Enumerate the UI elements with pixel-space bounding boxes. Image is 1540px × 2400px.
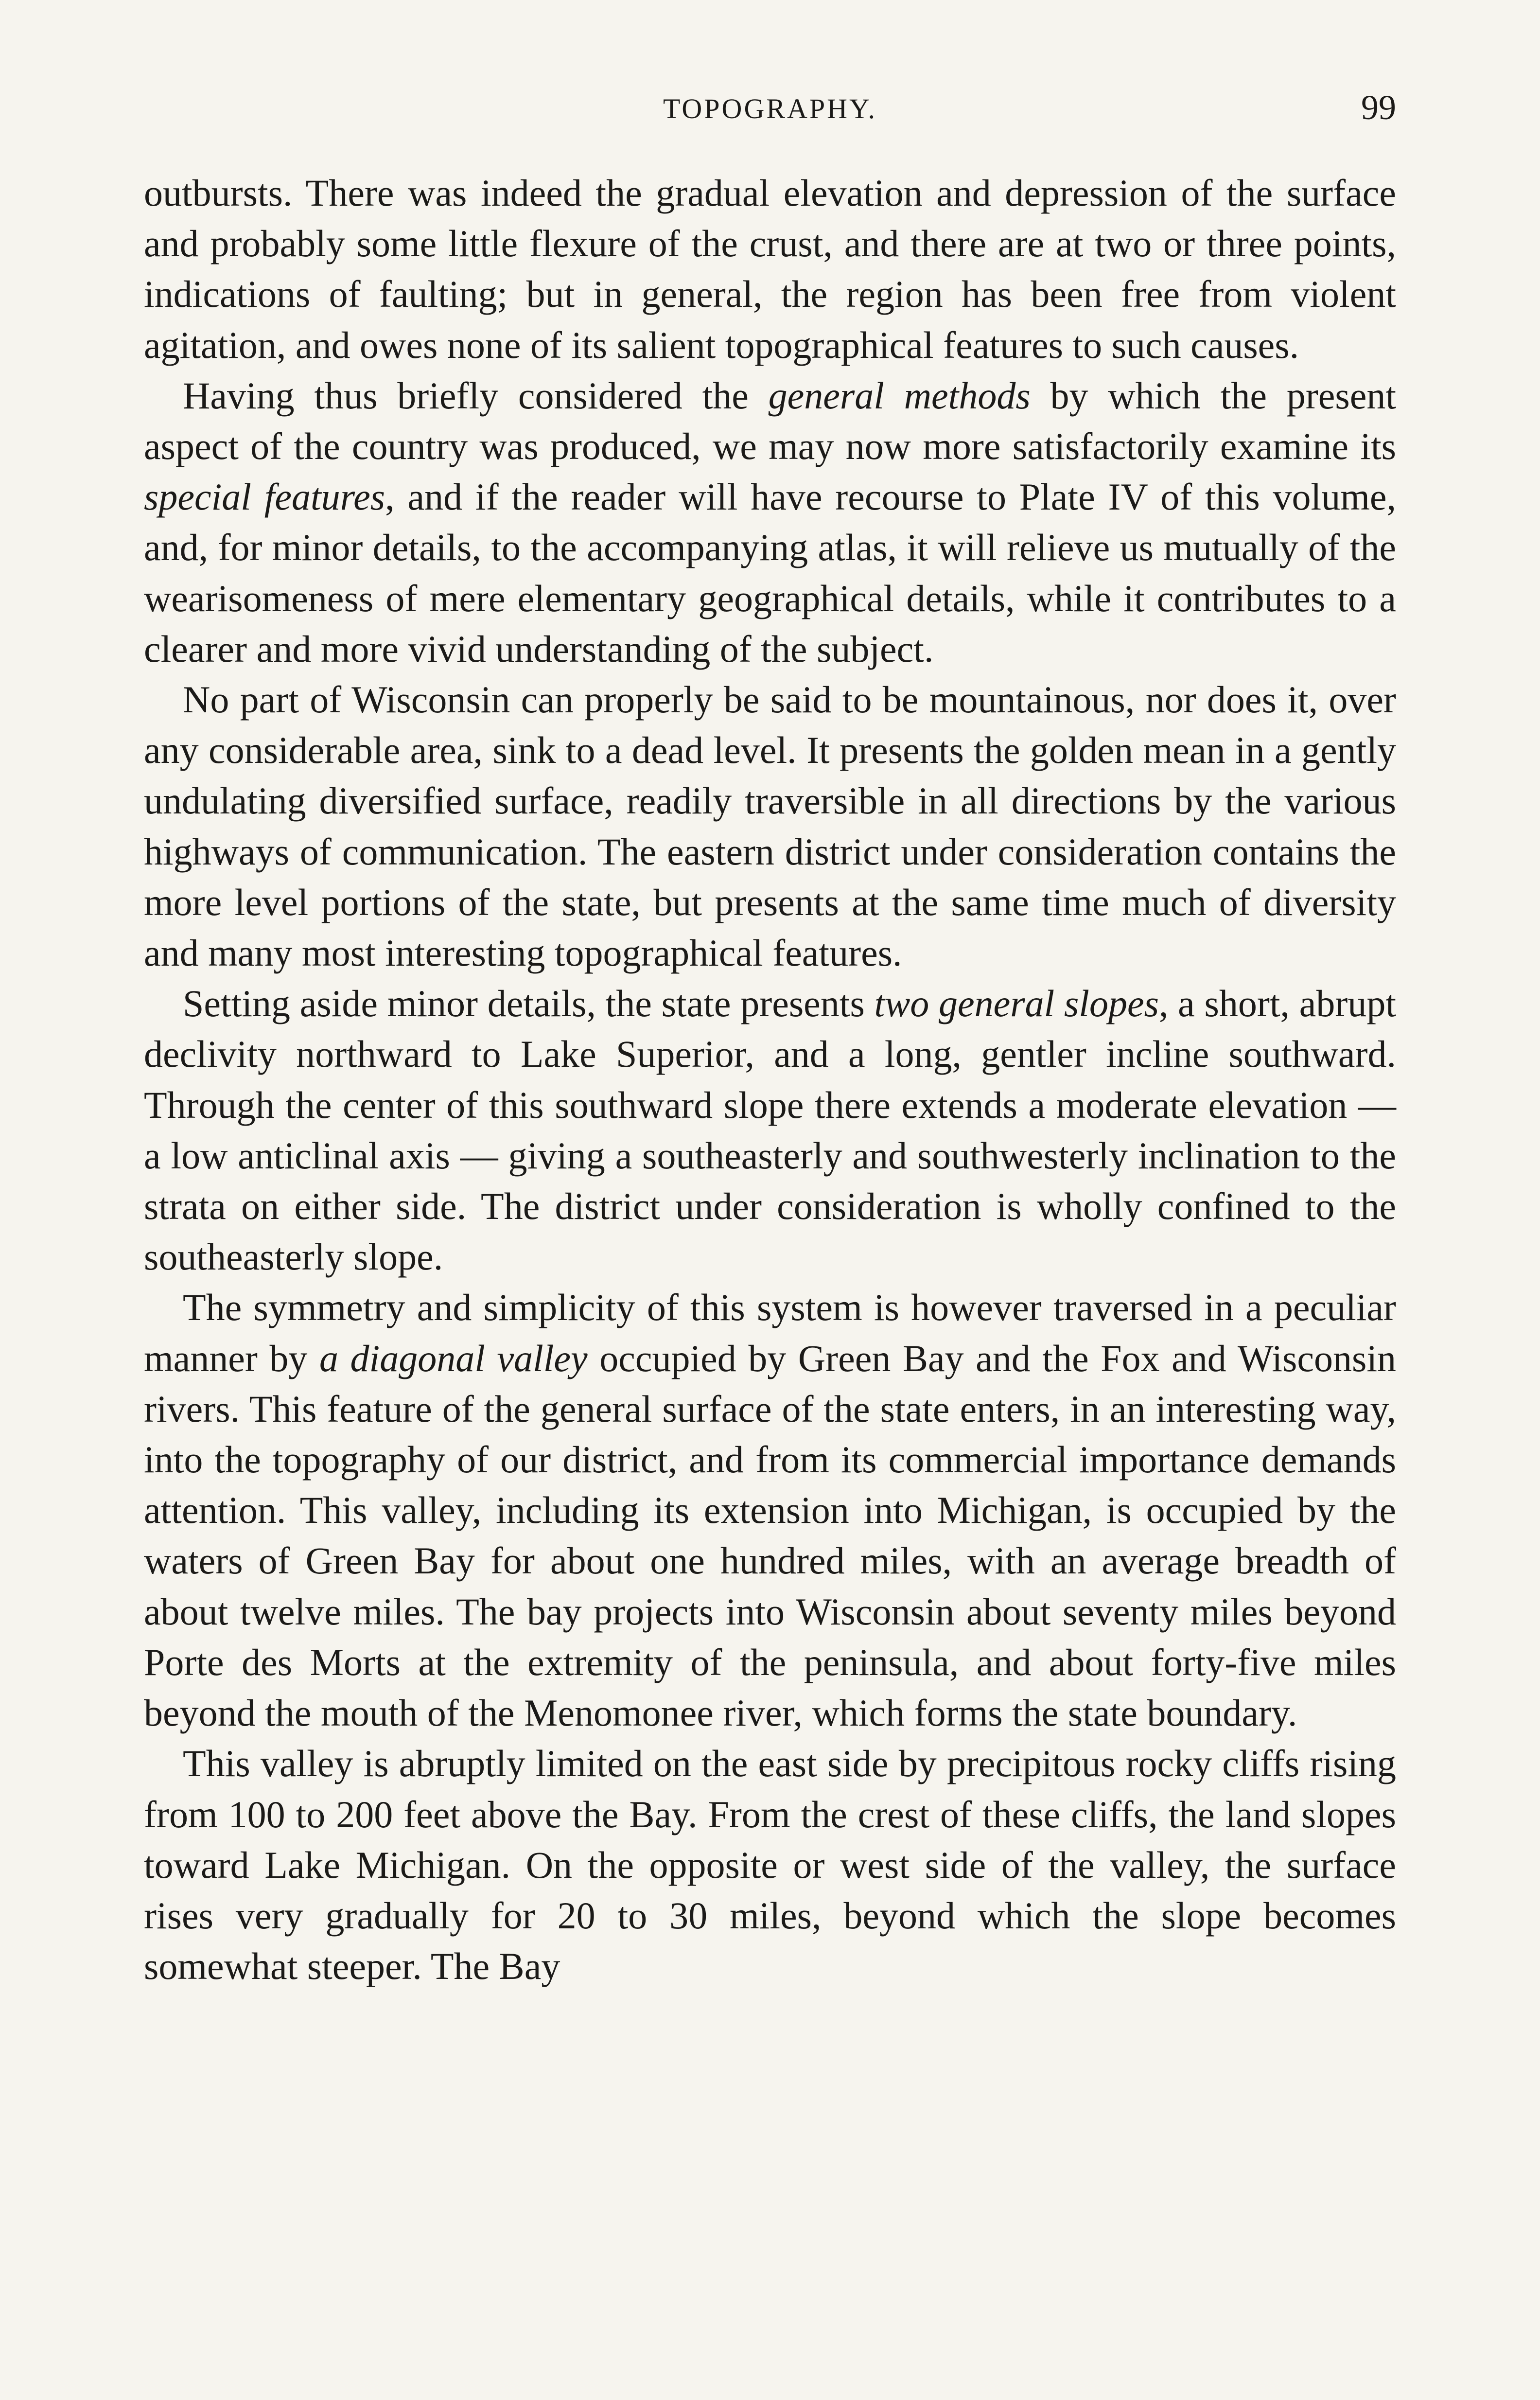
page-number: 99 [1361, 88, 1396, 127]
italic-phrase: special features [144, 476, 385, 518]
italic-phrase: a diagonal valley [319, 1337, 588, 1379]
text-run: Having thus briefly considered the [183, 374, 769, 417]
text-run: No part of Wisconsin can properly be said to be mountainous, nor does it, over any considerable area, sink to a dead level. It presents the golden mean in a gently undulating diversified surface, readily traversible in all directions by the various highways of communication. The eastern district under consideration contains the more level portions of the state, but presents at the same time much of diversity and many most interesting topographical features. [144, 678, 1396, 974]
text-run: occupied by Green Bay and the Fox and Wisconsin rivers. This feature of the general surface of the state enters, in an interesting way, into the topography of our district, and from its commercial importance demands attention. This valley, including its extension into Michigan, is occupied by the waters of Green Bay for about one hundred miles, with an average breadth of about twelve miles. The bay projects into Wisconsin about seventy miles beyond Porte des Morts at the extremity of the peninsula, and about forty-five miles beyond the mouth of the Menomonee river, which forms the state boundary. [144, 1337, 1397, 1734]
paragraph [144, 1738, 1396, 1992]
text-run: , and if the reader will have recourse to Plate IV of this volume, and, for minor details, to the accompanying atlas, it will relieve us mutually of the wearisomeness of mere elementary geographical details, while it contributes to a clearer and more vivid understanding of the subject. [144, 476, 1396, 670]
paragraph [144, 1282, 1396, 1738]
text-run: by which the present aspect of the country was produced, we may now more satisfactorily examine its [144, 374, 1396, 468]
italic-phrase: two general slopes [874, 982, 1159, 1025]
paragraph [144, 978, 1396, 1282]
page-header [144, 83, 1396, 141]
text-run: The symmetry and simplicity of this system is however traversed in a peculiar manner by [144, 1286, 1396, 1379]
paragraph [144, 674, 1396, 978]
text-run: Setting aside minor details, the state presents [183, 982, 875, 1025]
text-run: This valley is abruptly limited on the east side by precipitous rocky cliffs rising from 100 to 200 feet above the Bay. From the crest of these cliffs, the land slopes toward Lake Michigan. On the opposite or west side of the valley, the surface rises very gradually for 20 to 30 miles, beyond which the slope becomes somewhat steeper. The Bay [144, 1742, 1396, 1988]
body-text [144, 168, 1396, 1992]
running-head: TOPOGRAPHY. [663, 93, 877, 124]
text-run: outbursts. There was indeed the gradual elevation and depression of the surface and probably some little flexure of the crust, and there are at two or three points, indications of faulting; but in general, the region has been free from violent agitation, and owes none of its salient topographical features to such causes. [144, 172, 1396, 366]
text-run: , a short, abrupt declivity northward to Lake Superior, and a long, gentler incline southward. Through the center of this southward slope there extends a moderate elevation — a low anticlinal axis — giving a southeasterly and southwesterly inclination to the strata on either side. The district under consideration is wholly confined to the southeasterly slope. [144, 982, 1396, 1278]
italic-phrase: general methods [768, 374, 1031, 417]
paragraph [144, 371, 1396, 674]
paragraph [144, 168, 1396, 371]
